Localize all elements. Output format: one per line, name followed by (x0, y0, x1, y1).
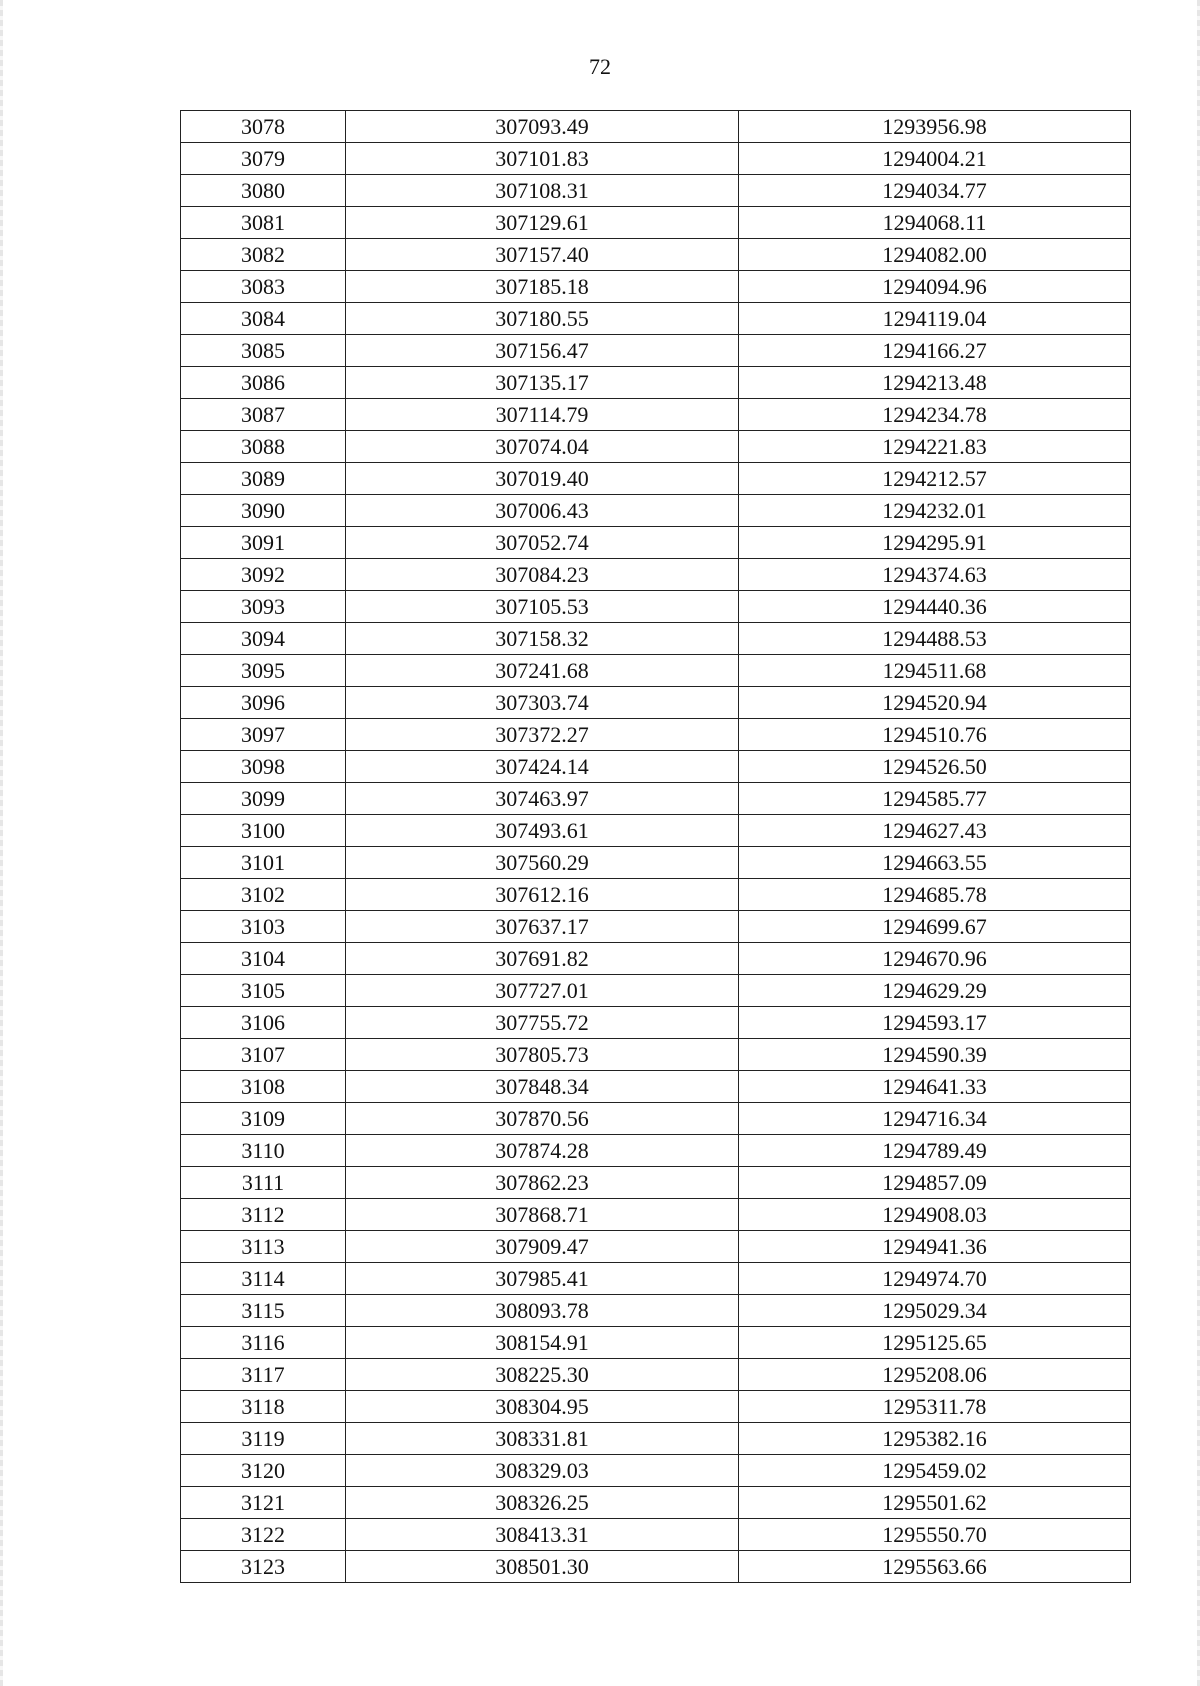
table-row (181, 335, 1131, 367)
x-coordinate-cell: 307135.17 (346, 367, 739, 399)
point-number-cell: 3122 (181, 1519, 346, 1551)
point-number-cell: 3087 (181, 399, 346, 431)
table-row (181, 143, 1131, 175)
point-number-cell: 3115 (181, 1295, 346, 1327)
y-coordinate-cell: 1294082.00 (739, 239, 1131, 271)
table-row (181, 815, 1131, 847)
x-coordinate-cell: 308413.31 (346, 1519, 739, 1551)
x-coordinate-cell: 307158.32 (346, 623, 739, 655)
table-row (181, 911, 1131, 943)
table-row (181, 623, 1131, 655)
x-coordinate-cell: 307372.27 (346, 719, 739, 751)
y-coordinate-cell: 1295550.70 (739, 1519, 1131, 1551)
coordinates-table (180, 110, 1131, 1583)
table-row (181, 1135, 1131, 1167)
table-row (181, 943, 1131, 975)
table-row (181, 1519, 1131, 1551)
table-row (181, 303, 1131, 335)
x-coordinate-cell: 307868.71 (346, 1199, 739, 1231)
table-row (181, 1391, 1131, 1423)
table-row (181, 591, 1131, 623)
table-row (181, 719, 1131, 751)
point-number-cell: 3098 (181, 751, 346, 783)
table-row (181, 783, 1131, 815)
y-coordinate-cell: 1294941.36 (739, 1231, 1131, 1263)
point-number-cell: 3078 (181, 111, 346, 143)
table-row (181, 847, 1131, 879)
point-number-cell: 3085 (181, 335, 346, 367)
y-coordinate-cell: 1294374.63 (739, 559, 1131, 591)
table-row (181, 751, 1131, 783)
y-coordinate-cell: 1294068.11 (739, 207, 1131, 239)
table-row (181, 1359, 1131, 1391)
table-row (181, 1071, 1131, 1103)
x-coordinate-cell: 307424.14 (346, 751, 739, 783)
x-coordinate-cell: 307129.61 (346, 207, 739, 239)
point-number-cell: 3112 (181, 1199, 346, 1231)
point-number-cell: 3111 (181, 1167, 346, 1199)
x-coordinate-cell: 307084.23 (346, 559, 739, 591)
x-coordinate-cell: 307560.29 (346, 847, 739, 879)
point-number-cell: 3113 (181, 1231, 346, 1263)
y-coordinate-cell: 1294857.09 (739, 1167, 1131, 1199)
x-coordinate-cell: 307985.41 (346, 1263, 739, 1295)
y-coordinate-cell: 1294212.57 (739, 463, 1131, 495)
point-number-cell: 3114 (181, 1263, 346, 1295)
table-row (181, 495, 1131, 527)
point-number-cell: 3097 (181, 719, 346, 751)
table-row (181, 1487, 1131, 1519)
table-row (181, 1007, 1131, 1039)
table-row (181, 1423, 1131, 1455)
x-coordinate-cell: 307241.68 (346, 655, 739, 687)
table-row (181, 655, 1131, 687)
table-row (181, 239, 1131, 271)
point-number-cell: 3089 (181, 463, 346, 495)
x-coordinate-cell: 307052.74 (346, 527, 739, 559)
y-coordinate-cell: 1293956.98 (739, 111, 1131, 143)
x-coordinate-cell: 307637.17 (346, 911, 739, 943)
y-coordinate-cell: 1294627.43 (739, 815, 1131, 847)
point-number-cell: 3110 (181, 1135, 346, 1167)
point-number-cell: 3116 (181, 1327, 346, 1359)
point-number-cell: 3101 (181, 847, 346, 879)
table-row (181, 879, 1131, 911)
point-number-cell: 3092 (181, 559, 346, 591)
table-row (181, 175, 1131, 207)
x-coordinate-cell: 307303.74 (346, 687, 739, 719)
y-coordinate-cell: 1294670.96 (739, 943, 1131, 975)
x-coordinate-cell: 307691.82 (346, 943, 739, 975)
x-coordinate-cell: 307870.56 (346, 1103, 739, 1135)
x-coordinate-cell: 307848.34 (346, 1071, 739, 1103)
point-number-cell: 3104 (181, 943, 346, 975)
x-coordinate-cell: 307493.61 (346, 815, 739, 847)
table-row (181, 1103, 1131, 1135)
point-number-cell: 3106 (181, 1007, 346, 1039)
point-number-cell: 3117 (181, 1359, 346, 1391)
x-coordinate-cell: 307874.28 (346, 1135, 739, 1167)
y-coordinate-cell: 1294488.53 (739, 623, 1131, 655)
point-number-cell: 3086 (181, 367, 346, 399)
point-number-cell: 3103 (181, 911, 346, 943)
point-number-cell: 3080 (181, 175, 346, 207)
y-coordinate-cell: 1295459.02 (739, 1455, 1131, 1487)
x-coordinate-cell: 307019.40 (346, 463, 739, 495)
y-coordinate-cell: 1294234.78 (739, 399, 1131, 431)
y-coordinate-cell: 1294585.77 (739, 783, 1131, 815)
x-coordinate-cell: 307909.47 (346, 1231, 739, 1263)
x-coordinate-cell: 307180.55 (346, 303, 739, 335)
point-number-cell: 3084 (181, 303, 346, 335)
x-coordinate-cell: 307006.43 (346, 495, 739, 527)
table-row (181, 1167, 1131, 1199)
y-coordinate-cell: 1294166.27 (739, 335, 1131, 367)
table-row (181, 975, 1131, 1007)
point-number-cell: 3095 (181, 655, 346, 687)
table-row (181, 559, 1131, 591)
x-coordinate-cell: 308304.95 (346, 1391, 739, 1423)
point-number-cell: 3123 (181, 1551, 346, 1583)
point-number-cell: 3088 (181, 431, 346, 463)
point-number-cell: 3093 (181, 591, 346, 623)
y-coordinate-cell: 1294526.50 (739, 751, 1131, 783)
table-row (181, 1455, 1131, 1487)
x-coordinate-cell: 307463.97 (346, 783, 739, 815)
y-coordinate-cell: 1294213.48 (739, 367, 1131, 399)
x-coordinate-cell: 307157.40 (346, 239, 739, 271)
x-coordinate-cell: 307755.72 (346, 1007, 739, 1039)
point-number-cell: 3120 (181, 1455, 346, 1487)
table-row (181, 687, 1131, 719)
table-row (181, 463, 1131, 495)
point-number-cell: 3081 (181, 207, 346, 239)
table-row (181, 1231, 1131, 1263)
point-number-cell: 3121 (181, 1487, 346, 1519)
x-coordinate-cell: 307108.31 (346, 175, 739, 207)
y-coordinate-cell: 1294641.33 (739, 1071, 1131, 1103)
table-row (181, 207, 1131, 239)
point-number-cell: 3090 (181, 495, 346, 527)
y-coordinate-cell: 1295382.16 (739, 1423, 1131, 1455)
coordinates-table-body (181, 111, 1131, 1583)
y-coordinate-cell: 1294440.36 (739, 591, 1131, 623)
table-row (181, 271, 1131, 303)
x-coordinate-cell: 308225.30 (346, 1359, 739, 1391)
x-coordinate-cell: 307727.01 (346, 975, 739, 1007)
y-coordinate-cell: 1295029.34 (739, 1295, 1131, 1327)
x-coordinate-cell: 307105.53 (346, 591, 739, 623)
point-number-cell: 3096 (181, 687, 346, 719)
table-row (181, 111, 1131, 143)
x-coordinate-cell: 308326.25 (346, 1487, 739, 1519)
y-coordinate-cell: 1294511.68 (739, 655, 1131, 687)
x-coordinate-cell: 307101.83 (346, 143, 739, 175)
y-coordinate-cell: 1294663.55 (739, 847, 1131, 879)
y-coordinate-cell: 1294974.70 (739, 1263, 1131, 1295)
table-row (181, 1295, 1131, 1327)
x-coordinate-cell: 307156.47 (346, 335, 739, 367)
table-row (181, 1263, 1131, 1295)
y-coordinate-cell: 1294510.76 (739, 719, 1131, 751)
table-row (181, 1199, 1131, 1231)
y-coordinate-cell: 1295311.78 (739, 1391, 1131, 1423)
point-number-cell: 3109 (181, 1103, 346, 1135)
table-row (181, 1551, 1131, 1583)
x-coordinate-cell: 307185.18 (346, 271, 739, 303)
y-coordinate-cell: 1294004.21 (739, 143, 1131, 175)
table-row (181, 367, 1131, 399)
point-number-cell: 3118 (181, 1391, 346, 1423)
x-coordinate-cell: 307074.04 (346, 431, 739, 463)
y-coordinate-cell: 1294034.77 (739, 175, 1131, 207)
y-coordinate-cell: 1295125.65 (739, 1327, 1131, 1359)
point-number-cell: 3083 (181, 271, 346, 303)
x-coordinate-cell: 307805.73 (346, 1039, 739, 1071)
table-row (181, 527, 1131, 559)
y-coordinate-cell: 1295501.62 (739, 1487, 1131, 1519)
y-coordinate-cell: 1294520.94 (739, 687, 1131, 719)
table-row (181, 399, 1131, 431)
table-row (181, 1039, 1131, 1071)
y-coordinate-cell: 1294699.67 (739, 911, 1131, 943)
point-number-cell: 3108 (181, 1071, 346, 1103)
table-row (181, 1327, 1131, 1359)
point-number-cell: 3082 (181, 239, 346, 271)
y-coordinate-cell: 1295208.06 (739, 1359, 1131, 1391)
point-number-cell: 3099 (181, 783, 346, 815)
y-coordinate-cell: 1294119.04 (739, 303, 1131, 335)
x-coordinate-cell: 308331.81 (346, 1423, 739, 1455)
y-coordinate-cell: 1295563.66 (739, 1551, 1131, 1583)
x-coordinate-cell: 308154.91 (346, 1327, 739, 1359)
point-number-cell: 3091 (181, 527, 346, 559)
point-number-cell: 3079 (181, 143, 346, 175)
x-coordinate-cell: 307612.16 (346, 879, 739, 911)
x-coordinate-cell: 308501.30 (346, 1551, 739, 1583)
y-coordinate-cell: 1294232.01 (739, 495, 1131, 527)
x-coordinate-cell: 308093.78 (346, 1295, 739, 1327)
point-number-cell: 3107 (181, 1039, 346, 1071)
y-coordinate-cell: 1294590.39 (739, 1039, 1131, 1071)
y-coordinate-cell: 1294221.83 (739, 431, 1131, 463)
y-coordinate-cell: 1294789.49 (739, 1135, 1131, 1167)
point-number-cell: 3119 (181, 1423, 346, 1455)
y-coordinate-cell: 1294908.03 (739, 1199, 1131, 1231)
x-coordinate-cell: 307862.23 (346, 1167, 739, 1199)
point-number-cell: 3102 (181, 879, 346, 911)
page-number: 72 (589, 54, 611, 79)
y-coordinate-cell: 1294094.96 (739, 271, 1131, 303)
x-coordinate-cell: 307114.79 (346, 399, 739, 431)
y-coordinate-cell: 1294629.29 (739, 975, 1131, 1007)
y-coordinate-cell: 1294295.91 (739, 527, 1131, 559)
table-row (181, 431, 1131, 463)
y-coordinate-cell: 1294716.34 (739, 1103, 1131, 1135)
x-coordinate-cell: 307093.49 (346, 111, 739, 143)
point-number-cell: 3100 (181, 815, 346, 847)
x-coordinate-cell: 308329.03 (346, 1455, 739, 1487)
y-coordinate-cell: 1294593.17 (739, 1007, 1131, 1039)
point-number-cell: 3094 (181, 623, 346, 655)
scan-edge-left (0, 0, 3, 1686)
point-number-cell: 3105 (181, 975, 346, 1007)
y-coordinate-cell: 1294685.78 (739, 879, 1131, 911)
